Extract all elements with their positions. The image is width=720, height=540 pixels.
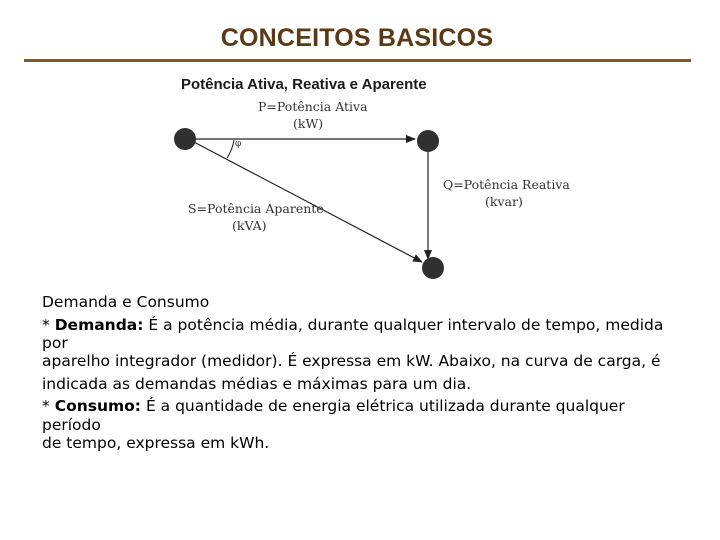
bullet-marker: * xyxy=(42,315,55,334)
active-power-unit: (kW) xyxy=(293,116,324,131)
demanda-text: É a potência média, durante qualquer intervalo de tempo, medida xyxy=(143,315,664,334)
demanda-term: Demanda: xyxy=(54,315,144,334)
diagram-heading: Potência Ativa, Reativa e Aparente xyxy=(181,76,427,93)
body-text xyxy=(42,291,692,454)
phase-angle-symbol: φ xyxy=(235,139,242,149)
section-heading: Demanda e Consumo xyxy=(42,293,210,311)
demanda-definition xyxy=(42,314,692,337)
apparent-power-node xyxy=(422,257,444,279)
consumo-definition xyxy=(42,395,692,418)
consumo-wrap: período xyxy=(42,415,101,434)
active-power-label: P=Potência Ativa xyxy=(258,99,368,114)
demanda-line-3: indicada as demandas médias e máximas para um dia. xyxy=(42,374,472,393)
demanda-line-2: aparelho integrador (medidor). É expressa em kW. Abaixo, na curva de carga, é xyxy=(42,352,661,370)
slide-title: CONCEITOS BASICOS xyxy=(220,24,494,52)
phase-angle-arc xyxy=(227,140,234,158)
active-power-node xyxy=(417,130,439,152)
reactive-power-label: Q=Potência Reativa xyxy=(443,177,570,192)
reactive-power-unit: (kvar) xyxy=(485,194,523,209)
demanda-wrap: por xyxy=(42,334,68,352)
apparent-power-unit: (kVA) xyxy=(232,218,267,233)
consumo-term: Consumo: xyxy=(54,397,142,415)
title-divider xyxy=(24,59,691,62)
power-triangle-diagram xyxy=(160,66,580,286)
apparent-power-label: S=Potência Aparente xyxy=(188,201,324,216)
bullet-marker: * xyxy=(42,397,55,415)
consumo-text: É a quantidade de energia elétrica utilizada durante qualquer xyxy=(141,397,625,415)
origin-node xyxy=(174,128,196,150)
consumo-line-2: de tempo, expressa em kWh. xyxy=(42,433,270,452)
